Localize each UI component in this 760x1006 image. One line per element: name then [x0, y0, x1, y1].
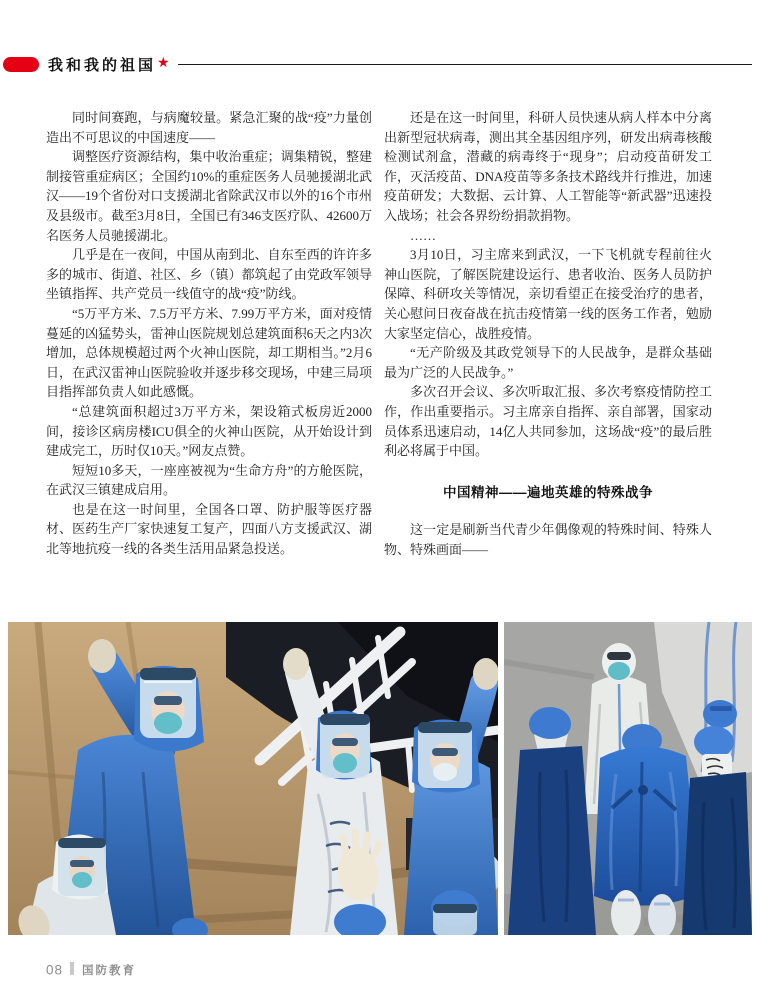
paragraph: “无产阶级及其政党领导下的人民战争，是群众基础最为广泛的人民战争。”: [384, 345, 712, 380]
star-icon: ★: [157, 55, 170, 71]
paragraph: “总建筑面积超过3万平方米，架设箱式板房近2000间，接诊区病房楼ICU俱全的火神山医院，从开始设计到建成完工，历时仅10天。”网友点赞。: [46, 403, 372, 459]
footer-separator: [70, 962, 74, 975]
paragraph: 同时间赛跑，与病魔较量。紧急汇聚的战“疫”力量创造出不可思议的中国速度——: [46, 110, 372, 145]
right-column: [384, 108, 712, 559]
ellipsis-line: ……: [410, 227, 436, 243]
left-column: [46, 108, 372, 559]
page-header: [0, 56, 760, 76]
page-footer: [46, 961, 136, 977]
photo-medical-workers-waving: [8, 622, 498, 935]
sub-heading: 中国精神——遍地英雄的特殊战争: [443, 484, 653, 500]
paragraph: 调整医疗资源结构，集中收治重症；调集精锐，整建制接管重症病区；全国约10%的重症医务人员驰援湖北武汉——19个省份对口支援湖北省除武汉市以外的16个市州及县级市。截至3月8日，全国已有346支医疗队、42600万名医务人员驰援湖北。: [46, 149, 372, 243]
header-rule: [178, 64, 752, 65]
paragraph: 也是在这一时间里，全国各口罩、防护服等医疗器材、医药生产厂家快速复工复产，四面八方支援武汉、湖北等地抗疫一线的各类生活用品紧急投送。: [46, 501, 372, 557]
header-red-block: [3, 57, 39, 72]
paragraph: 这一定是刷新当代青少年偶像观的特殊时间、特殊人物、特殊画面——: [384, 522, 712, 557]
photo-medical-workers-back: [504, 622, 752, 935]
paragraph: 3月10日，习主席来到武汉，一下飞机就专程前往火神山医院，了解医院建设运行、患者收治、医务人员防护保障、科研攻关等情况，亲切看望正在接受治疗的患者，关心慰问日夜奋战在抗击疫情第一线的医务工作者，勉励大家坚定信心，战胜疫情。: [384, 247, 712, 341]
footer-section: 国防教育: [82, 964, 137, 977]
paragraph: 还是在这一时间里，科研人员快速从病人样本中分离出新型冠状病毒，测出其全基因组序列，研发出病毒核酸检测试剂盒，潜藏的病毒终于“现身”；启动疫苗研发工作，灭活疫苗、DNA疫苗等多条技术路线并行推进，加速疫苗研发；大数据、云计算、人工智能等“新武器”迅速投入战场；社会各界纷纷捐款捐物。: [384, 110, 712, 223]
photo-left-illustration: [8, 622, 498, 935]
paragraph: 短短10多天，一座座被视为“生命方舟”的方舱医院，在武汉三镇建成启用。: [46, 462, 372, 498]
paragraph: “5万平方米、7.5万平方米、7.99万平方米，面对疫情蔓延的凶猛势头，雷神山医院规划总建筑面积6天之内3次增加，总体规模超过两个火神山医院，却工期相当。”2月6日，在武汉雷神山医院验收并逐步移交现场，中建三局项目指挥部负责人如此感慨。: [46, 305, 372, 400]
page-number: 08: [46, 962, 64, 978]
photo-right-illustration: [504, 622, 752, 935]
paragraph: 几乎是在一夜间，中国从南到北、自东至西的许许多多的城市、街道、社区、乡（镇）都筑起了由党政军领导坐镇指挥、共产党员一线值守的战“疫”防线。: [46, 247, 372, 302]
paragraph: 多次召开会议、多次听取汇报、多次考察疫情防控工作，作出重要指示。习主席亲自指挥、亲自部署，国家动员体系迅速启动，14亿人共同参加，这场战“疫”的最后胜利必将属于中国。: [384, 384, 712, 459]
section-title: 我和我的祖国: [48, 57, 157, 74]
